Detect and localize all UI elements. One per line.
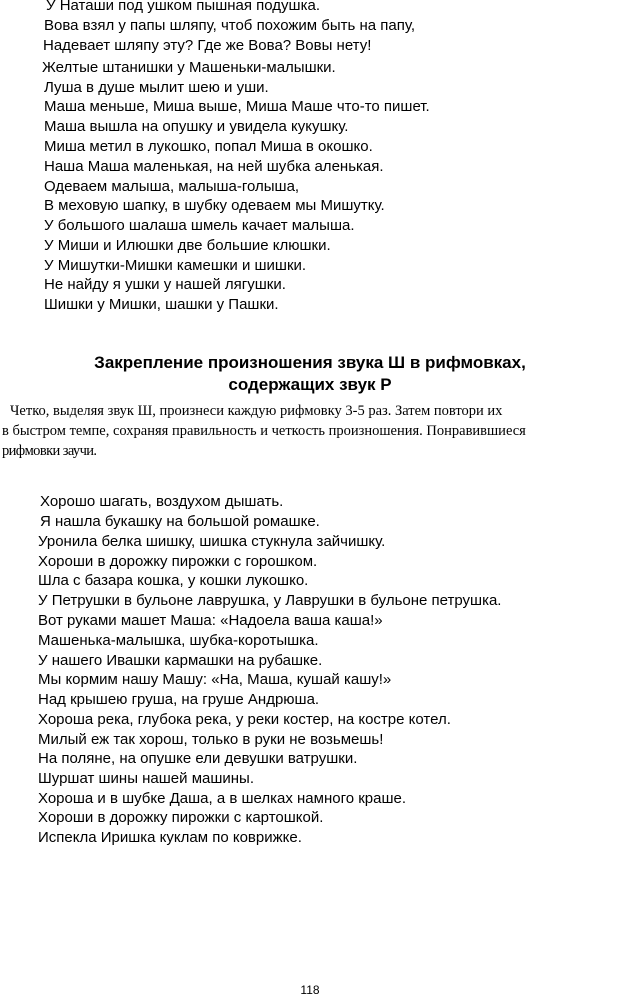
rhyme-line: Шуршат шины нашей машины. [38, 770, 254, 787]
rhyme-line: Не найду я ушки у нашей лягушки. [44, 276, 286, 293]
rhyme-line: Надевает шляпу эту? Где же Вова? Вовы нету! [43, 37, 372, 54]
instruction-line-1: Четко, выделяя звук Ш, произнеси каждую рифмовку 3-5 раз. Затем повтори их [10, 403, 503, 419]
rhyme-line: Вот руками машет Маша: «Надоела ваша каша!» [38, 612, 383, 629]
rhyme-line: Миша метил в лукошко, попал Миша в окошко. [44, 138, 373, 155]
rhyme-line: Мы кормим нашу Машу: «На, Маша, кушай кашу!» [38, 671, 392, 688]
rhyme-line: Одеваем малыша, малыша-голыша, [44, 178, 300, 195]
rhyme-line: Хороша река, глубока река, у реки костер, на костре котел. [38, 711, 451, 728]
rhyme-line: Желтые штанишки у Машеньки-малышки. [42, 59, 336, 76]
rhyme-line: Машенька-малышка, шубка-коротышка. [38, 632, 319, 649]
rhyme-line: Шишки у Мишки, шашки у Пашки. [44, 296, 279, 313]
section-title-line-1: Закрепление произношения звука Ш в рифмовках, [94, 353, 526, 372]
rhyme-line: На поляне, на опушке ели девушки ватрушки. [38, 750, 358, 767]
rhyme-line: У Наташи под ушком пышная подушка. [46, 0, 320, 14]
rhyme-line: Я нашла букашку на большой ромашке. [40, 513, 320, 530]
rhyme-line: У большого шалаша шмель качает малыша. [44, 217, 355, 234]
rhyme-line: Испекла Иришка куклам по коврижке. [38, 829, 302, 846]
page-number: 118 [300, 983, 320, 997]
rhyme-line: Хороши в дорожку пирожки с картошкой. [38, 809, 324, 826]
rhyme-line: Вова взял у папы шляпу, чтоб похожим быть на папу, [44, 17, 416, 34]
rhyme-line: Над крышею груша, на груше Андрюша. [38, 691, 320, 708]
rhyme-line: Шла с базара кошка, у кошки лукошко. [38, 572, 309, 589]
rhyme-line: Хорошо шагать, воздухом дышать. [40, 493, 284, 510]
section-title-line-2: содержащих звук Р [228, 375, 392, 394]
rhyme-line: Наша Маша маленькая, на ней шубка аленькая. [44, 158, 384, 175]
rhyme-line: Маша вышла на опушку и увидела кукушку. [44, 118, 349, 135]
rhyme-line: У Миши и Илюшки две большие клюшки. [44, 237, 331, 254]
instruction-line-3: рифмовки заучи. [2, 443, 97, 459]
instruction-line-2: в быстром темпе, сохраняя правильность и четкость произношения. Понравившиеся [2, 423, 526, 439]
rhyme-line: Луша в душе мылит шею и уши. [44, 79, 269, 96]
rhyme-line: Хороша и в шубке Даша, а в шелках намного краше. [38, 790, 407, 807]
rhyme-line: Уронила белка шишку, шишка стукнула зайчишку. [38, 533, 386, 550]
rhyme-line: У Мишутки-Мишки камешки и шишки. [44, 257, 307, 274]
rhyme-line: У нашего Ивашки кармашки на рубашке. [38, 652, 323, 669]
rhyme-line: В меховую шапку, в шубку одеваем мы Мишутку. [44, 197, 385, 214]
rhyme-line: Хороши в дорожку пирожки с горошком. [38, 553, 318, 570]
rhyme-line: Милый еж так хорош, только в руки не возьмешь! [38, 731, 384, 748]
rhyme-line: У Петрушки в бульоне лаврушка, у Лаврушки в бульоне петрушка. [38, 592, 502, 609]
rhyme-line: Маша меньше, Миша выше, Миша Маше что-то пишет. [44, 98, 430, 115]
